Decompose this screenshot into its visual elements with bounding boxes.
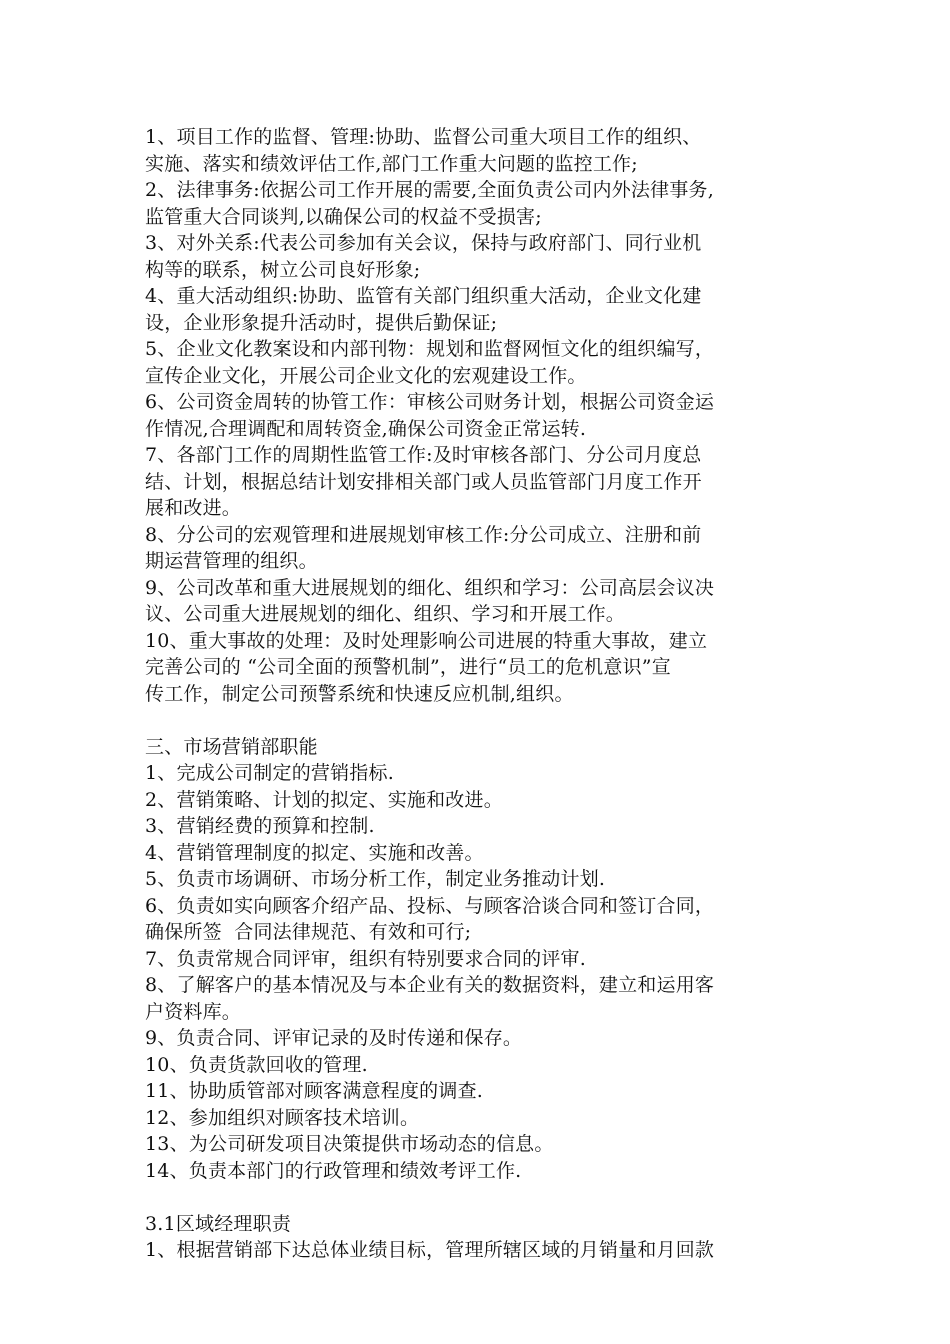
text-line: 9、负责合同、评审记录的及时传递和保存。: [145, 1027, 523, 1049]
text-line: 3、营销经费的预算和控制.: [145, 815, 375, 837]
text-line: 议、公司重大进展规划的细化、组织、学习和开展工作。: [145, 603, 626, 625]
text-line: 1、根据营销部下达总体业绩目标，管理所辖区域的月销量和月回款: [145, 1239, 715, 1261]
text-line: 2、营销策略、计划的拟定、实施和改进。: [145, 788, 503, 811]
text-line: 6、公司资金周转的协管工作：审核公司财务计划，根据公司资金运: [145, 391, 715, 413]
text-line: 完善公司的 “公司全面的预警机制”，进行“员工的危机意识”宣: [145, 656, 671, 678]
text-line: 13、为公司研发项目决策提供市场动态的信息。: [145, 1133, 554, 1155]
text-line: 7、各部门工作的周期性监管工作:及时审核各部门、分公司月度总: [145, 444, 702, 466]
text-line: 4、重大活动组织:协助、监管有关部门组织重大活动，企业文化建: [145, 285, 702, 307]
text-line: 10、负责货款回收的管理.: [145, 1053, 368, 1076]
blank-line: [145, 1184, 815, 1211]
text-line: 展和改进。: [145, 497, 242, 519]
text-line: 户资料库。: [145, 1000, 242, 1023]
text-line: 传工作，制定公司预警系统和快速反应机制,组织。: [145, 682, 574, 705]
text-line: 构等的联系，树立公司良好形象;: [145, 258, 421, 281]
text-line: 5、企业文化教案设和内部刊物：规划和监督网恒文化的组织编写，: [145, 338, 715, 360]
text-line: 8、分公司的宏观管理和进展规划审核工作:分公司成立、注册和前: [145, 523, 702, 546]
text-line: 作情况,合理调配和周转资金,确保公司资金正常运转.: [145, 417, 587, 440]
text-line: 8、了解客户的基本情况及与本企业有关的数据资料，建立和运用客: [145, 974, 715, 996]
text-line: 2、法律事务:依据公司工作开展的需要,全面负责公司内外法律事务,: [145, 179, 714, 201]
text-line: 1、完成公司制定的营销指标.: [145, 762, 394, 784]
subsection-heading: 3.1区域经理职责: [145, 1212, 292, 1235]
text-line: 设，企业形象提升活动时，提供后勤保证;: [145, 311, 498, 334]
document-page: [145, 124, 815, 1264]
text-line: 7、负责常规合同评审，组织有特别要求合同的评审.: [145, 947, 586, 970]
blank-line: [145, 707, 815, 734]
text-line: 监管重大合同谈判,以确保公司的权益不受损害;: [145, 205, 542, 228]
text-line: 5、负责市场调研、市场分析工作，制定业务推动计划.: [145, 868, 606, 890]
text-line: 宣传企业文化，开展公司企业文化的宏观建设工作。: [145, 364, 587, 387]
text-line: 3、对外关系:代表公司参加有关会议，保持与政府部门、同行业机: [145, 232, 702, 254]
text-line: 结、计划，根据总结计划安排相关部门或人员监管部门月度工作开: [145, 470, 702, 493]
text-line: 6、负责如实向顾客介绍产品、投标、与顾客洽谈合同和签订合同，: [145, 894, 715, 917]
text-line: 14、负责本部门的行政管理和绩效考评工作.: [145, 1159, 522, 1182]
text-line: 确保所签 合同法律规范、有效和可行;: [145, 921, 472, 943]
section-heading: 三、市场营销部职能: [145, 735, 318, 758]
text-line: 实施、落实和绩效评估工作,部门工作重大问题的监控工作;: [145, 152, 638, 175]
text-line: 10、重大事故的处理：及时处理影响公司进展的特重大事故，建立: [145, 629, 708, 652]
text-line: 11、协助质管部对顾客满意程度的调查.: [145, 1080, 484, 1102]
text-line: 9、公司改革和重大进展规划的细化、组织和学习：公司高层会议决: [145, 576, 715, 599]
text-line: 1、项目工作的监督、管理:协助、监督公司重大项目工作的组织、: [145, 126, 702, 148]
text-line: 12、参加组织对顾客技术培训。: [145, 1106, 420, 1129]
text-line: 4、营销管理制度的拟定、实施和改善。: [145, 841, 484, 864]
text-line: 期运营管理的组织。: [145, 550, 318, 572]
